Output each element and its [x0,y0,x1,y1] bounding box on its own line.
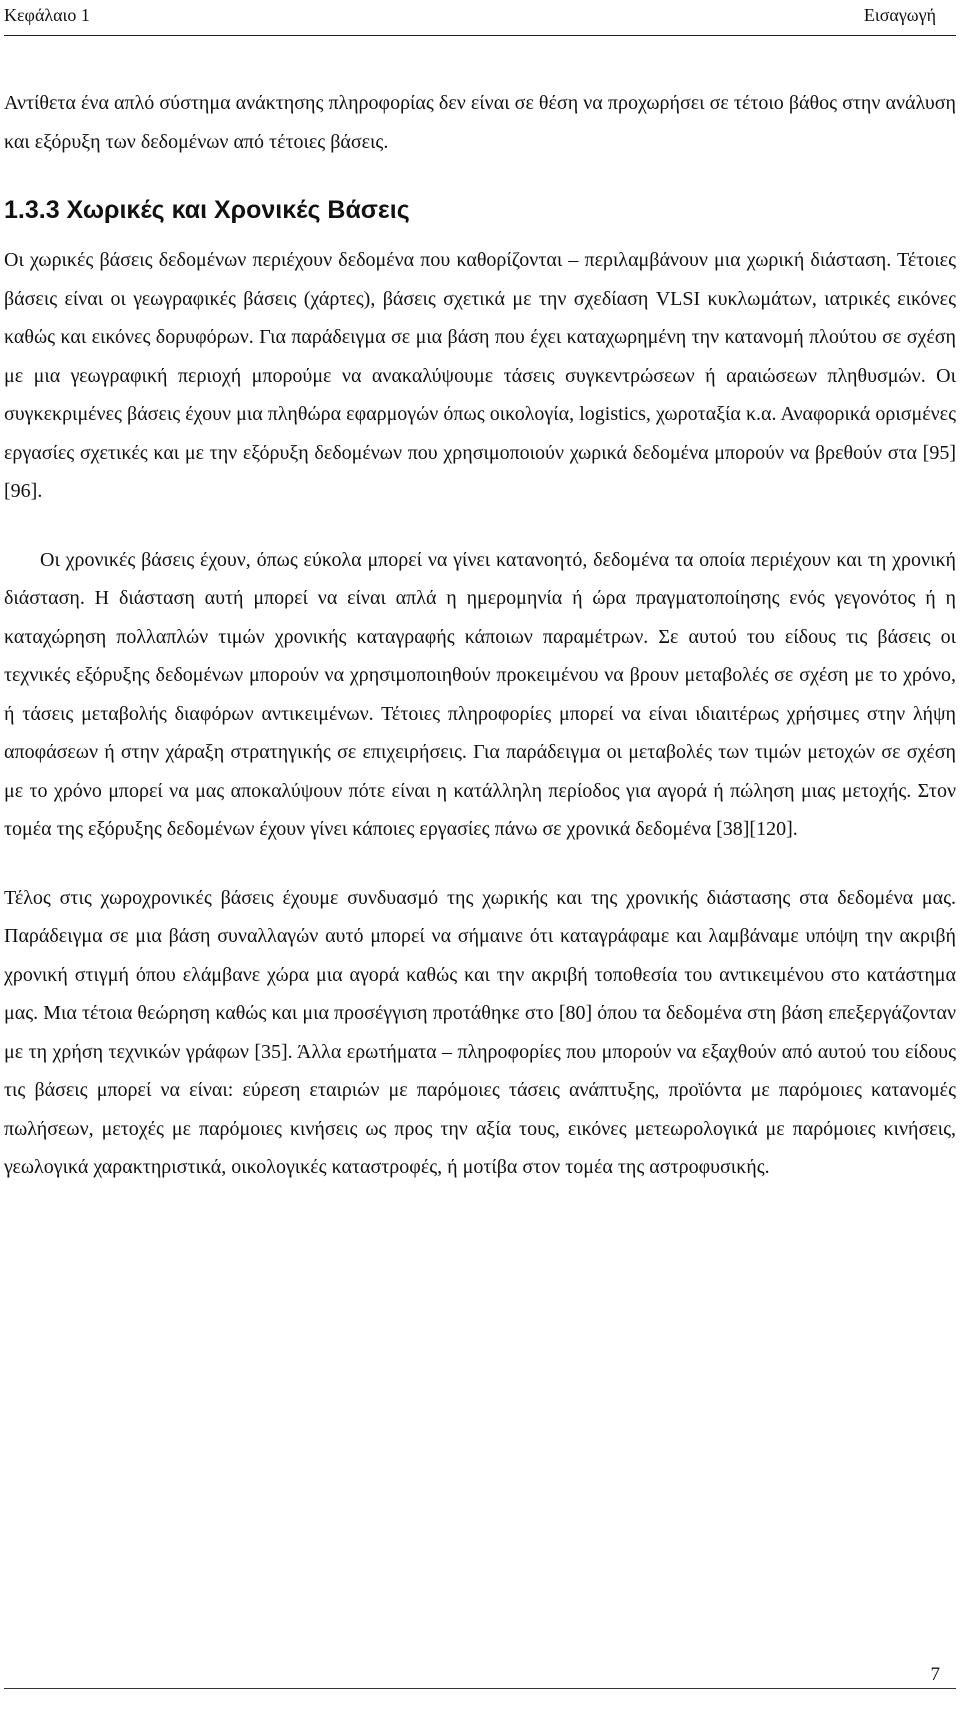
temporal-databases-paragraph: Οι χρονικές βάσεις έχουν, όπως εύκολα μπορεί να γίνει κατανοητό, δεδομένα τα οποία περιέχουν και τη χρονική διάσταση. Η διάσταση αυτή μπορεί να είναι απλά η ημερομηνία ή ώρα πραγματοποίησης ενός γεγονότος ή η καταχώρηση πολλαπλών τιμών χρονικής καταγραφής κάποιων παραμέτρων. Σε αυτού του είδους τις βάσεις οι τεχνικές εξόρυξης δεδομένων μπορούν να χρησιμοποιηθούν προκειμένου να βρουν μεταβολές σε σχέση με το χρόνο, ή τάσεις μεταβολής διαφόρων αντικειμένων. Τέτοιες πληροφορίες μπορεί να είναι ιδιαιτέρως χρήσιμες στην λήψη αποφάσεων ή στην χάραξη στρατηγικής σε επιχειρήσεις. Για παράδειγμα οι μεταβολές των τιμών μετοχών σε σχέση με το χρόνο μπορεί να μας αποκαλύψουν πότε είναι η κατάλληλη περίοδος για αγορά ή πώληση μιας μετοχής. Στον τομέα της εξόρυξης δεδομένων έχουν γίνει κάποιες εργασίες πάνω σε χρονικά δεδομένα [38][120]. [4,548,956,840]
spatial-databases-paragraph: Οι χωρικές βάσεις δεδομένων περιέχουν δεδομένα που καθορίζονται – περιλαμβάνουν μια χωρική διάσταση. Τέτοιες βάσεις είναι οι γεωγραφικές βάσεις (χάρτες), βάσεις σχετικά με την σχεδίαση VLSI κυκλωμάτων, ιατρικές εικόνες καθώς και εικόνες δορυφόρων. Για παράδειγμα σε μια βάση που έχει καταχωρημένη την κατανομή πλούτου σε σχέση με μια γεωγραφική περιοχή μπορούμε να ανακαλύψουμε τάσεις συγκεντρώσεων ή αραιώσεων πληθυσμών. Οι συγκεκριμένες βάσεις έχουν μια πληθώρα εφαρμογών όπως οικολογία, logistics, χωροταξία κ.α. Αναφορικά ορισμένες εργασίες σχετικές και με την εξόρυξη δεδομένων που χρησιμοποιούν χωρικά δεδομένα μπορούν να βρεθούν στα [95] [96]. [4,249,956,502]
page-body [4,84,956,1187]
header-section-title: Εισαγωγή [863,5,936,25]
section-heading: 1.3.3 Χωρικές και Χρονικές Βάσεις [4,196,410,224]
header-chapter: Κεφάλαιο 1 [4,5,90,25]
header-divider [4,35,956,36]
page-number: 7 [930,1664,940,1685]
intro-paragraph: Αντίθετα ένα απλό σύστημα ανάκτησης πληροφορίας δεν είναι σε θέση να προχωρήσει σε τέτοιο βάθος στην ανάλυση και εξόρυξη των δεδομένων από τέτοιες βάσεις. [4,92,956,153]
spatiotemporal-databases-paragraph: Τέλος στις χωροχρονικές βάσεις έχουμε συνδυασμό της χωρικής και της χρονικής διάστασης στα δεδομένα μας. Παράδειγμα σε μια βάση συναλλαγών αυτό μπορεί να σήμαινε ότι καταγράφαμε και λαμβάναμε υπόψη την ακριβή χρονική στιγμή όπου ελάμβανε χώρα μια αγορά καθώς και την ακριβή τοποθεσία του αντικειμένου στο κατάστημα μας. Μια τέτοια θεώρηση καθώς και μια προσέγγιση προτάθηκε στο [80] όπου τα δεδομένα στη βάση επεξεργάζονταν με τη χρήση τεχνικών γράφων [35]. Άλλα ερωτήματα – πληροφορίες που μπορούν να εξαχθούν από αυτού του είδους τις βάσεις μπορεί να είναι: εύρεση εταιριών με παρόμοιες τάσεις ανάπτυξης, προϊόντα με παρόμοιες κατανομές πωλήσεων, μετοχές με παρόμοιες κινήσεις ως προς την αξία τους, εικόνες μετεωρολογικά με παρόμοιες κινήσεις, γεωλογικά χαρακτηριστικά, οικολογικές καταστροφές, ή μοτίβα στον τομέα της αστροφυσικής. [4,886,956,1178]
footer-divider [4,1688,956,1689]
page-header [4,0,956,30]
